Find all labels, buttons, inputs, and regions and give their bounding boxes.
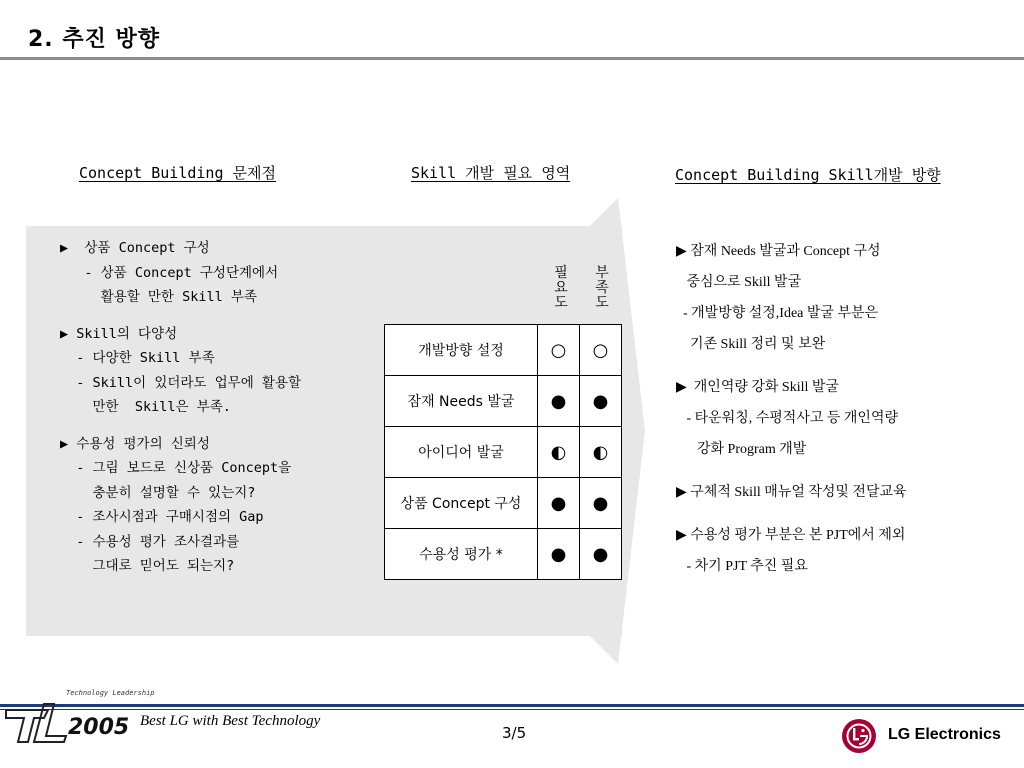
need-level-mark: ● bbox=[538, 376, 580, 427]
direction-line: 기존 Skill 정리 및 보완 bbox=[676, 337, 826, 352]
page-title: 2. 추진 방향 bbox=[28, 27, 160, 52]
skill-area-table bbox=[384, 324, 622, 580]
problem-line: - 그림 보드로 신상품 Concept을 bbox=[60, 460, 292, 476]
spacer bbox=[676, 512, 1006, 524]
table-row bbox=[385, 427, 622, 478]
need-level-mark: ○ bbox=[538, 325, 580, 376]
need-level-mark: ● bbox=[538, 529, 580, 580]
tl2005-logo bbox=[4, 700, 134, 746]
problem-line: ▶ Skill의 다양성 bbox=[60, 325, 178, 342]
lack-level-mark: ● bbox=[580, 376, 622, 427]
table-row bbox=[385, 529, 622, 580]
direction-line: ▶ 개인역량 강화 Skill 발굴 bbox=[676, 380, 839, 395]
skill-area-label: 상품 Concept 구성 bbox=[385, 478, 538, 529]
direction-list bbox=[676, 240, 1006, 586]
need-level-header: 필 요 도 bbox=[554, 265, 568, 311]
spacer bbox=[60, 420, 380, 432]
direction-line: - 개발방향 설정,Idea 발굴 부분은 bbox=[676, 306, 879, 321]
problem-line: - 조사시점과 구매시점의 Gap bbox=[60, 509, 264, 525]
problem-line: 충분히 설명할 수 있는지? bbox=[60, 484, 256, 501]
lack-level-mark: ● bbox=[580, 478, 622, 529]
tl-tagline: Technology Leadership bbox=[66, 689, 155, 697]
spacer bbox=[676, 364, 1006, 376]
left-column-header: Concept Building 문제점 bbox=[79, 164, 276, 182]
footer-divider bbox=[0, 704, 1024, 707]
skill-area-label: 잠재 Needs 발굴 bbox=[385, 376, 538, 427]
problem-line: - 상품 Concept 구성단계에서 bbox=[60, 264, 279, 281]
direction-line: 강화 Program 개발 bbox=[676, 442, 807, 457]
direction-line: - 차기 PJT 추진 필요 bbox=[676, 559, 808, 574]
direction-line: - 타운워칭, 수평적사고 등 개인역량 bbox=[676, 411, 898, 426]
problem-list bbox=[60, 236, 380, 579]
lack-level-mark: ● bbox=[580, 529, 622, 580]
tl-logo-year: 2005 bbox=[68, 715, 130, 740]
skill-area-label: 수용성 평가 * bbox=[385, 529, 538, 580]
problem-line: 만한 Skill은 부족. bbox=[60, 399, 231, 415]
spacer bbox=[676, 469, 1006, 481]
skill-area-label: 아이디어 발굴 bbox=[385, 427, 538, 478]
problem-line: ▶ 상품 Concept 구성 bbox=[60, 240, 210, 256]
problem-line: 활용할 만한 Skill 부족 bbox=[60, 289, 257, 305]
direction-line: ▶ 잠재 Needs 발굴과 Concept 구성 bbox=[676, 244, 881, 259]
lg-logo-icon bbox=[841, 718, 877, 754]
footer-divider-thin bbox=[0, 709, 1024, 710]
skill-area-label: 개발방향 설정 bbox=[385, 325, 538, 376]
title-divider bbox=[0, 57, 1024, 60]
lack-level-header: 부 족 도 bbox=[595, 265, 609, 311]
problem-line: - 다양한 Skill 부족 bbox=[60, 350, 215, 366]
spacer bbox=[60, 310, 380, 322]
footer-slogan: Best LG with Best Technology bbox=[140, 713, 321, 729]
direction-line: ▶ 수용성 평가 부분은 본 PJT에서 제외 bbox=[676, 528, 906, 543]
direction-line: 중심으로 Skill 발굴 bbox=[676, 275, 802, 290]
lack-level-mark: ○ bbox=[580, 325, 622, 376]
problem-line: - 수용성 평가 조사결과를 bbox=[60, 533, 240, 550]
lack-level-mark: ◐ bbox=[580, 427, 622, 478]
page-number: 3/5 bbox=[502, 724, 527, 742]
need-level-mark: ● bbox=[538, 478, 580, 529]
problem-line: ▶ 수용성 평가의 신뢰성 bbox=[60, 435, 210, 452]
problem-line: - Skill이 있더라도 업무에 활용할 bbox=[60, 374, 301, 391]
company-name: LG Electronics bbox=[888, 726, 1001, 743]
table-row bbox=[385, 478, 622, 529]
table-row bbox=[385, 376, 622, 427]
direction-line: ▶ 구체적 Skill 매뉴얼 작성및 전달교육 bbox=[676, 485, 907, 500]
need-level-mark: ◐ bbox=[538, 427, 580, 478]
right-column-header: Concept Building Skill개발 방향 bbox=[675, 166, 941, 184]
table-row bbox=[385, 325, 622, 376]
middle-column-header: Skill 개발 필요 영역 bbox=[411, 164, 571, 182]
problem-line: 그대로 믿어도 되는지? bbox=[60, 558, 235, 574]
